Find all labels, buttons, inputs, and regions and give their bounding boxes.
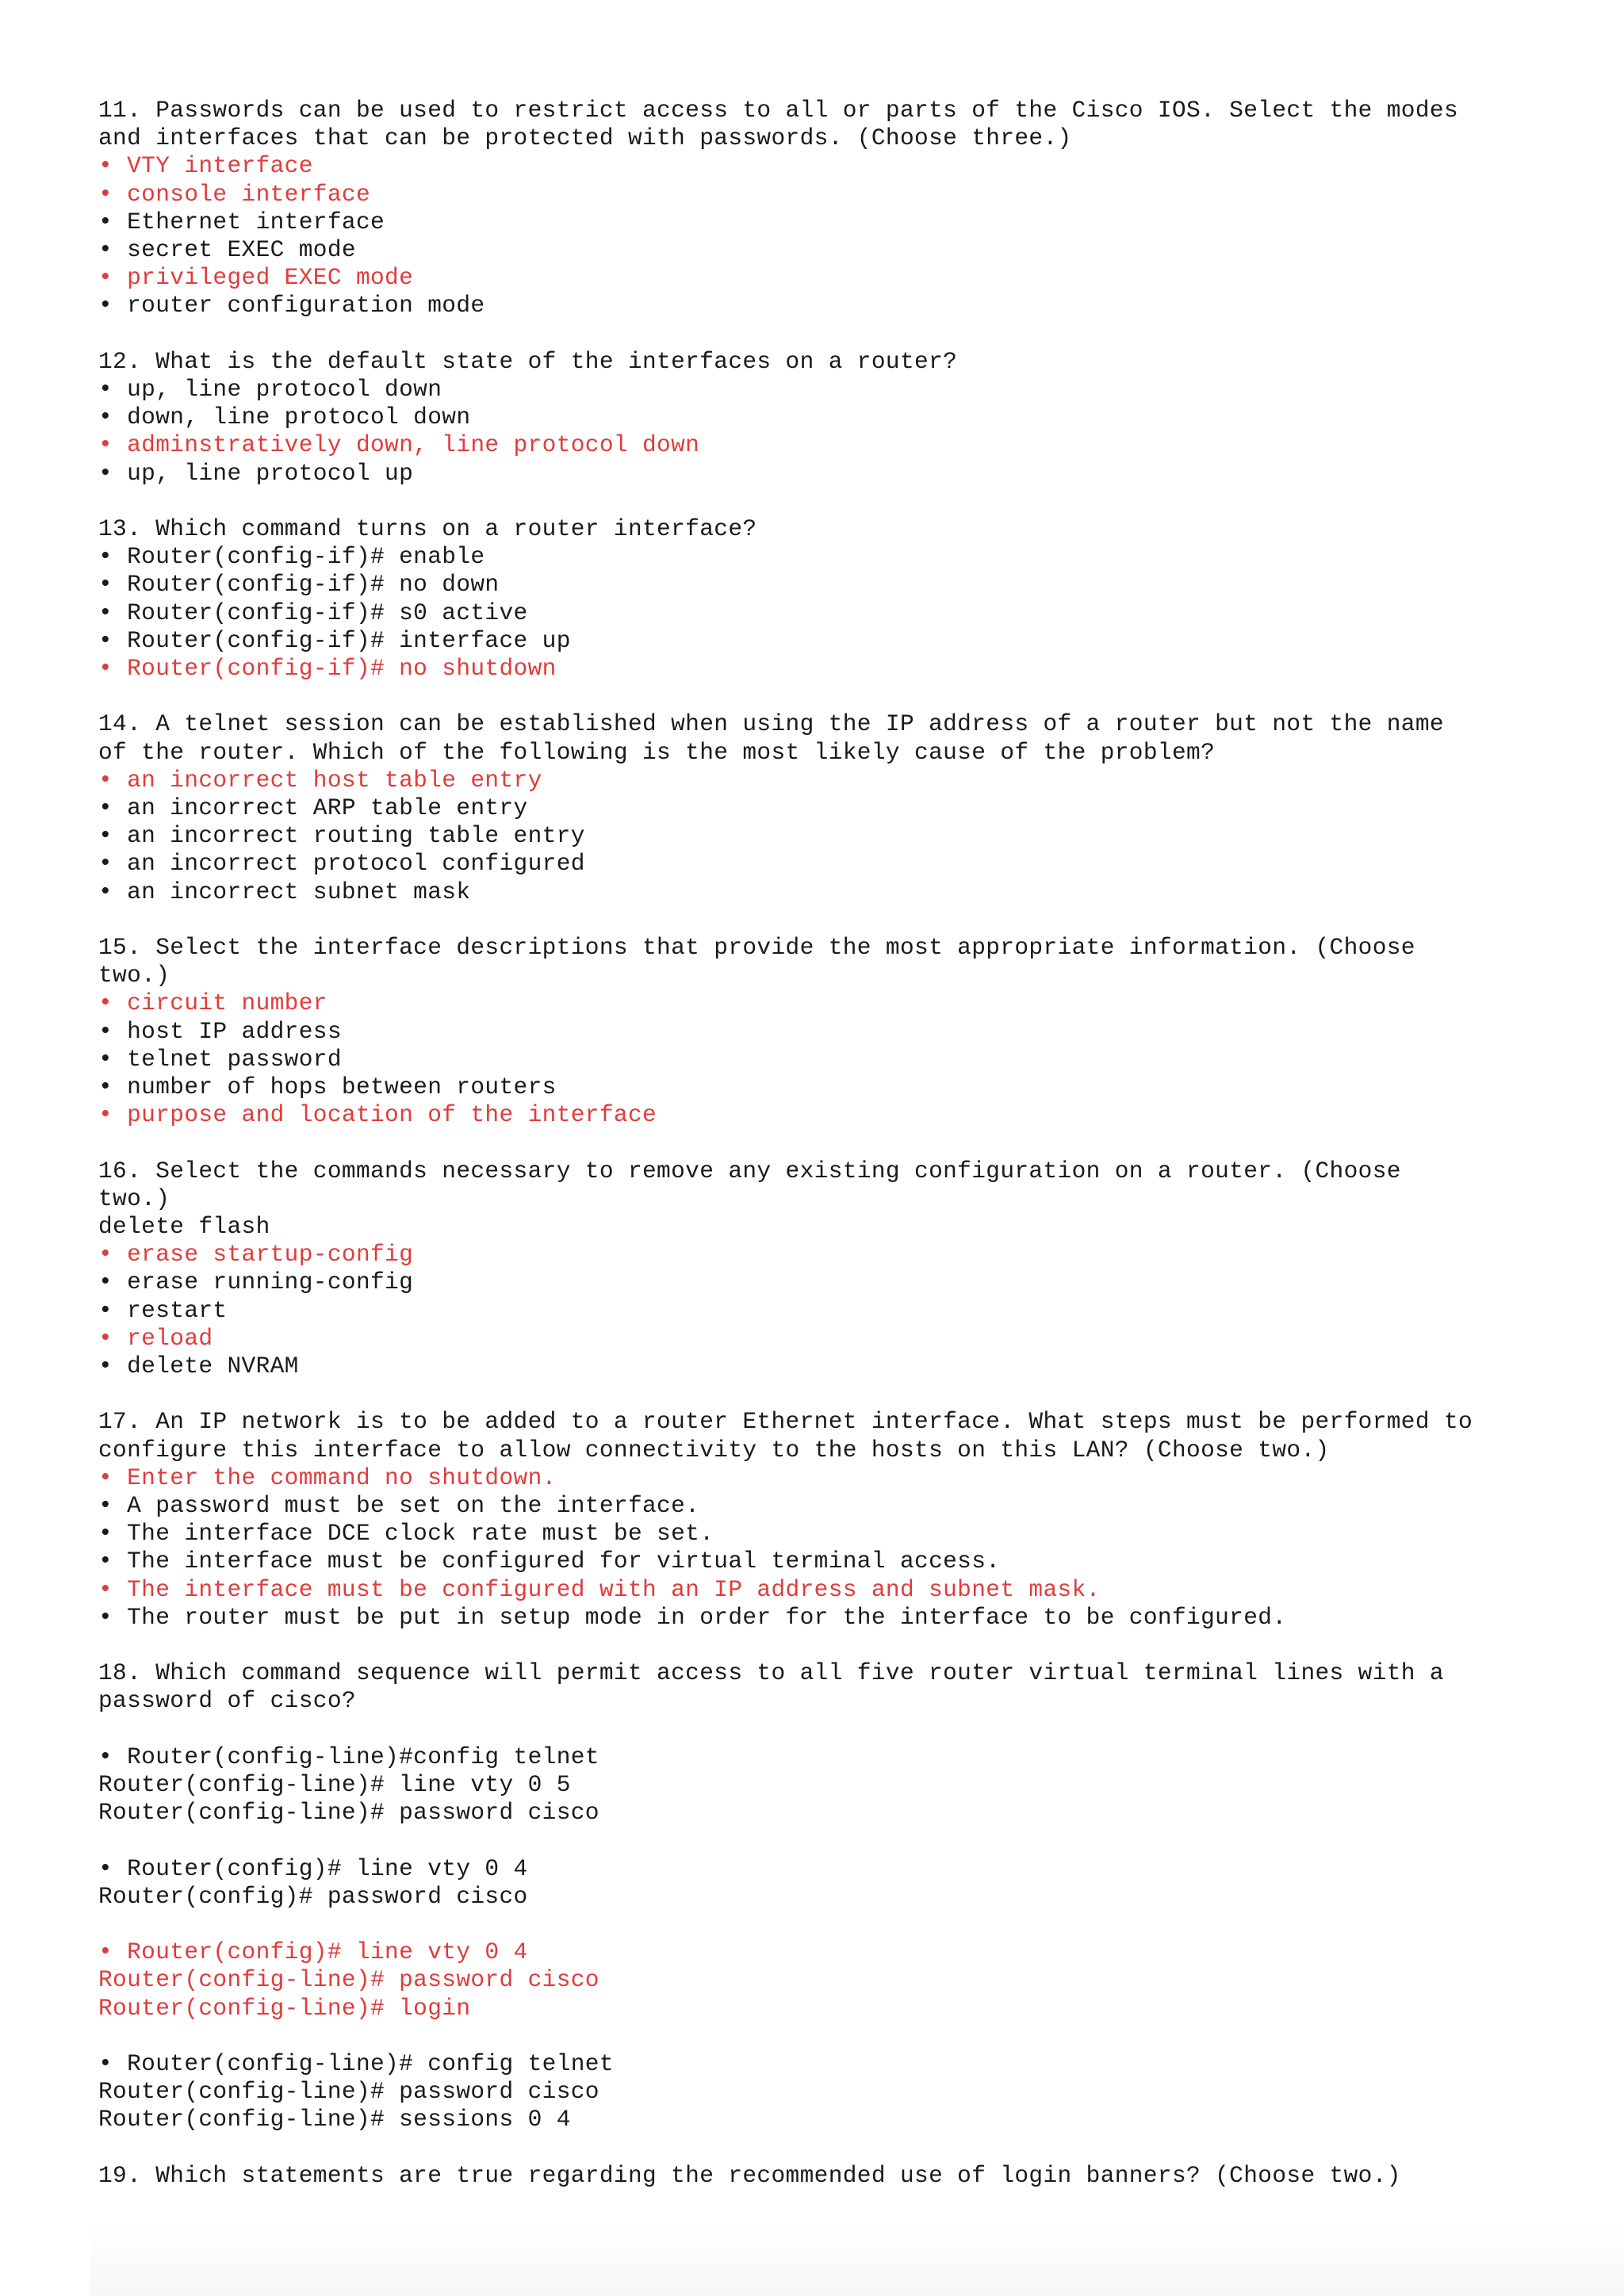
question-separator [98,1380,1573,1408]
question-block [98,710,1573,905]
question-text: 11. Passwords can be used to restrict access to all or parts of the Cisco IOS. Select the modes [98,97,1459,124]
correct-answer: • Enter the command no shutdown. [98,1464,557,1491]
answer-option: • an incorrect protocol configured [98,850,585,878]
correct-answer: • an incorrect host table entry [98,766,542,794]
answer-option: • restart [98,1296,228,1324]
answer-option: • Router(config)# line vty 0 4 [98,1854,528,1882]
question-block [98,1408,1573,1632]
answer-option: • Router(config-if)# no down [98,571,500,599]
question-text: 12. What is the default state of the interfaces on a router? [98,347,958,375]
answer-option: Router(config-line)# sessions 0 4 [98,2106,571,2133]
answer-option: • an incorrect routing table entry [98,822,585,850]
correct-answer: Router(config-line)# login [98,1994,471,2022]
answer-option: Router(config-line)# password cisco [98,1799,599,1827]
question-block [98,97,1573,320]
answer-option: • Router(config-if)# enable [98,543,485,571]
answer-option: • The router must be put in setup mode in order for the interface to be configured. [98,1603,1287,1631]
correct-answer: • purpose and location of the interface [98,1101,657,1129]
answer-option: of the router. Which of the following is the most likely cause of the problem? [98,738,1216,766]
question-text: 14. A telnet session can be established when using the IP address of a router but not the name [98,710,1444,738]
correct-answer: • reload [98,1324,213,1352]
question-text: 13. Which command turns on a router interface? [98,515,757,543]
answer-option: • up, line protocol down [98,376,442,404]
question-block [98,515,1573,683]
answer-option: Router(config-line)# line vty 0 5 [98,1771,571,1799]
answer-option: • up, line protocol up [98,459,414,487]
blank-line [98,2022,1573,2050]
answer-option: • The interface DCE clock rate must be set. [98,1520,714,1548]
question-text: 19. Which statements are true regarding the recommended use of login banners? (Choose two.) [98,2161,1401,2189]
blank-line [98,1827,1573,1854]
question-block [98,1659,1573,2133]
question-separator [98,320,1573,348]
answer-option: two.) [98,962,170,989]
answer-option: • Router(config-if)# interface up [98,626,571,654]
answer-option: • Ethernet interface [98,208,385,235]
blank-line [98,1716,1573,1743]
answer-option: password of cisco? [98,1687,356,1715]
answer-option: • telnet password [98,1045,342,1073]
question-block [98,2162,1573,2190]
answer-option: • A password must be set on the interface. [98,1492,700,1520]
question-separator [98,1632,1573,1659]
blank-line [98,1911,1573,1938]
answer-option: • host IP address [98,1017,342,1045]
answer-option: • secret EXEC mode [98,236,356,264]
question-block [98,348,1573,488]
correct-answer: • circuit number [98,989,327,1017]
question-text: 16. Select the commands necessary to remove any existing configuration on a router. (Choose [98,1157,1401,1184]
question-separator [98,906,1573,934]
answer-option: and interfaces that can be protected with passwords. (Choose three.) [98,124,1072,152]
question-separator [98,683,1573,710]
correct-answer: • erase startup-config [98,1241,414,1269]
answer-option: • router configuration mode [98,292,485,320]
answer-option: two.) [98,1184,170,1212]
question-block [98,1158,1573,1381]
answer-option: • delete NVRAM [98,1353,299,1380]
quiz-content [98,97,1573,2190]
page-footer-shade [90,2220,1624,2296]
answer-option: • The interface must be configured for virtual terminal access. [98,1548,1001,1575]
question-text: 17. An IP network is to be added to a router Ethernet interface. What steps must be performed to [98,1408,1473,1436]
answer-option: • an incorrect subnet mask [98,878,471,905]
question-text: 18. Which command sequence will permit access to all five router virtual terminal lines with a [98,1659,1444,1687]
answer-option: Router(config-line)# password cisco [98,2078,599,2106]
correct-answer: • VTY interface [98,152,313,180]
answer-option: • an incorrect ARP table entry [98,794,528,822]
question-separator [98,2134,1573,2162]
correct-answer: Router(config-line)# password cisco [98,1966,599,1994]
question-separator [98,1129,1573,1157]
answer-option: Router(config)# password cisco [98,1882,528,1910]
question-separator [98,488,1573,515]
correct-answer: • The interface must be configured with an IP address and subnet mask. [98,1575,1101,1603]
answer-option: configure this interface to allow connectivity to the hosts on this LAN? (Choose two.) [98,1436,1330,1464]
answer-option: • Router(config-line)#config telnet [98,1743,599,1770]
answer-option: • Router(config-line)# config telnet [98,2050,614,2078]
correct-answer: • Router(config-if)# no shutdown [98,655,557,683]
question-text: 15. Select the interface descriptions that provide the most appropriate information. (Choose [98,934,1415,962]
question-block [98,934,1573,1129]
answer-option: • number of hops between routers [98,1073,557,1101]
answer-option: • down, line protocol down [98,404,471,431]
correct-answer: • Router(config)# line vty 0 4 [98,1938,528,1966]
correct-answer: • console interface [98,180,371,208]
answer-option: • erase running-config [98,1269,414,1296]
correct-answer: • adminstratively down, line protocol down [98,431,700,459]
correct-answer: • privileged EXEC mode [98,264,414,292]
answer-option: • Router(config-if)# s0 active [98,599,528,626]
answer-option: delete flash [98,1213,270,1241]
